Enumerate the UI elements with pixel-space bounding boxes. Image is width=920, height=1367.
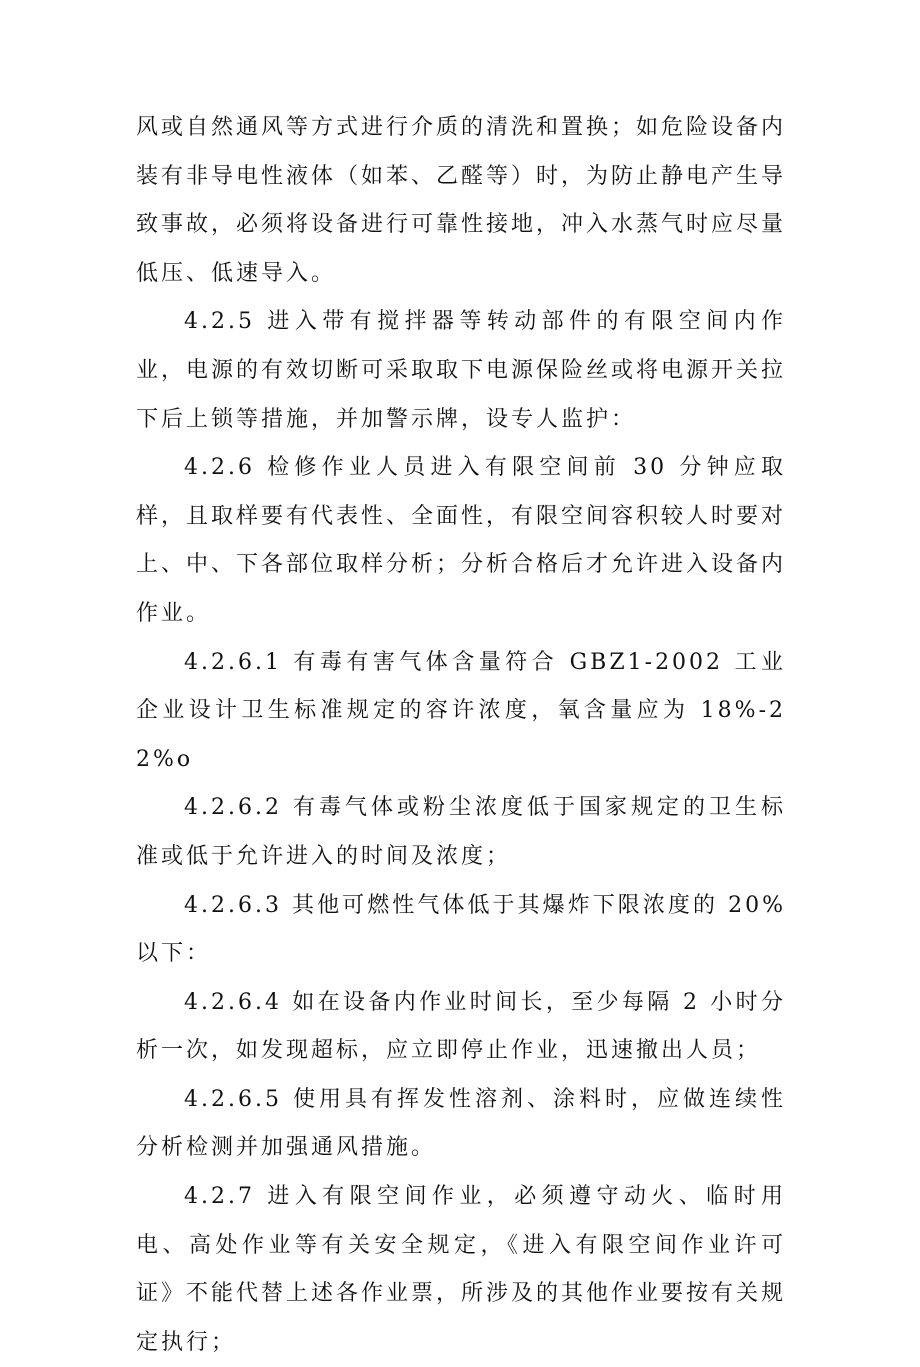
document-body	[136, 104, 786, 1367]
paragraph-4-2-7: 4.2.7 进入有限空间作业，必须遵守动火、临时用电、高处作业等有关安全规定，《进入有限空间作业许可证》不能代替上述各作业票，所涉及的其他作业要按有关规定执行；	[136, 1184, 787, 1355]
paragraph-4-2-6-5: 4.2.6.5 使用具有挥发性溶剂、涂料时，应做连续性分析检测并加强通风措施。	[136, 1086, 786, 1161]
paragraph-4-2-6-2: 4.2.6.2 有毒气体或粉尘浓度低于国家规定的卫生标准或低于允许进入的时间及浓度；	[136, 795, 786, 869]
paragraph-4-2-6: 4.2.6 检修作业人员进入有限空间前 30 分钟应取样，且取样要有代表性、全面性，有限空间容积较人时要对上、中、下各部位取样分析；分析合格后才允许进入设备内作业。	[136, 455, 787, 626]
paragraph-4-2-6-3: 4.2.6.3 其他可燃性气体低于其爆炸下限浓度的 20%以下：	[136, 892, 786, 967]
paragraph-continuation: 风或自然通风等方式进行介质的清洗和置换；如危险设备内装有非导电性液体（如苯、乙醛等）时，为防止静电产生导致事故，必须将设备进行可靠性接地，冲入水蒸气时应尽量低压、低速导入。	[136, 115, 787, 286]
paragraph-4-2-5: 4.2.5 进入带有搅拌器等转动部件的有限空间内作业，电源的有效切断可采取取下电源保险丝或将电源开关拉下后上锁等措施，并加警示牌，设专人监护：	[136, 309, 787, 432]
paragraph-4-2-6-1: 4.2.6.1 有毒有害气体含量符合 GBZ1-2002 工业企业设计卫生标准规定的容许浓度，氧含量应为 18%-22%o	[136, 649, 786, 772]
paragraph-4-2-6-4: 4.2.6.4 如在设备内作业时间长，至少每隔 2 小时分析一次，如发现超标，应立即停止作业，迅速撤出人员；	[136, 989, 786, 1064]
